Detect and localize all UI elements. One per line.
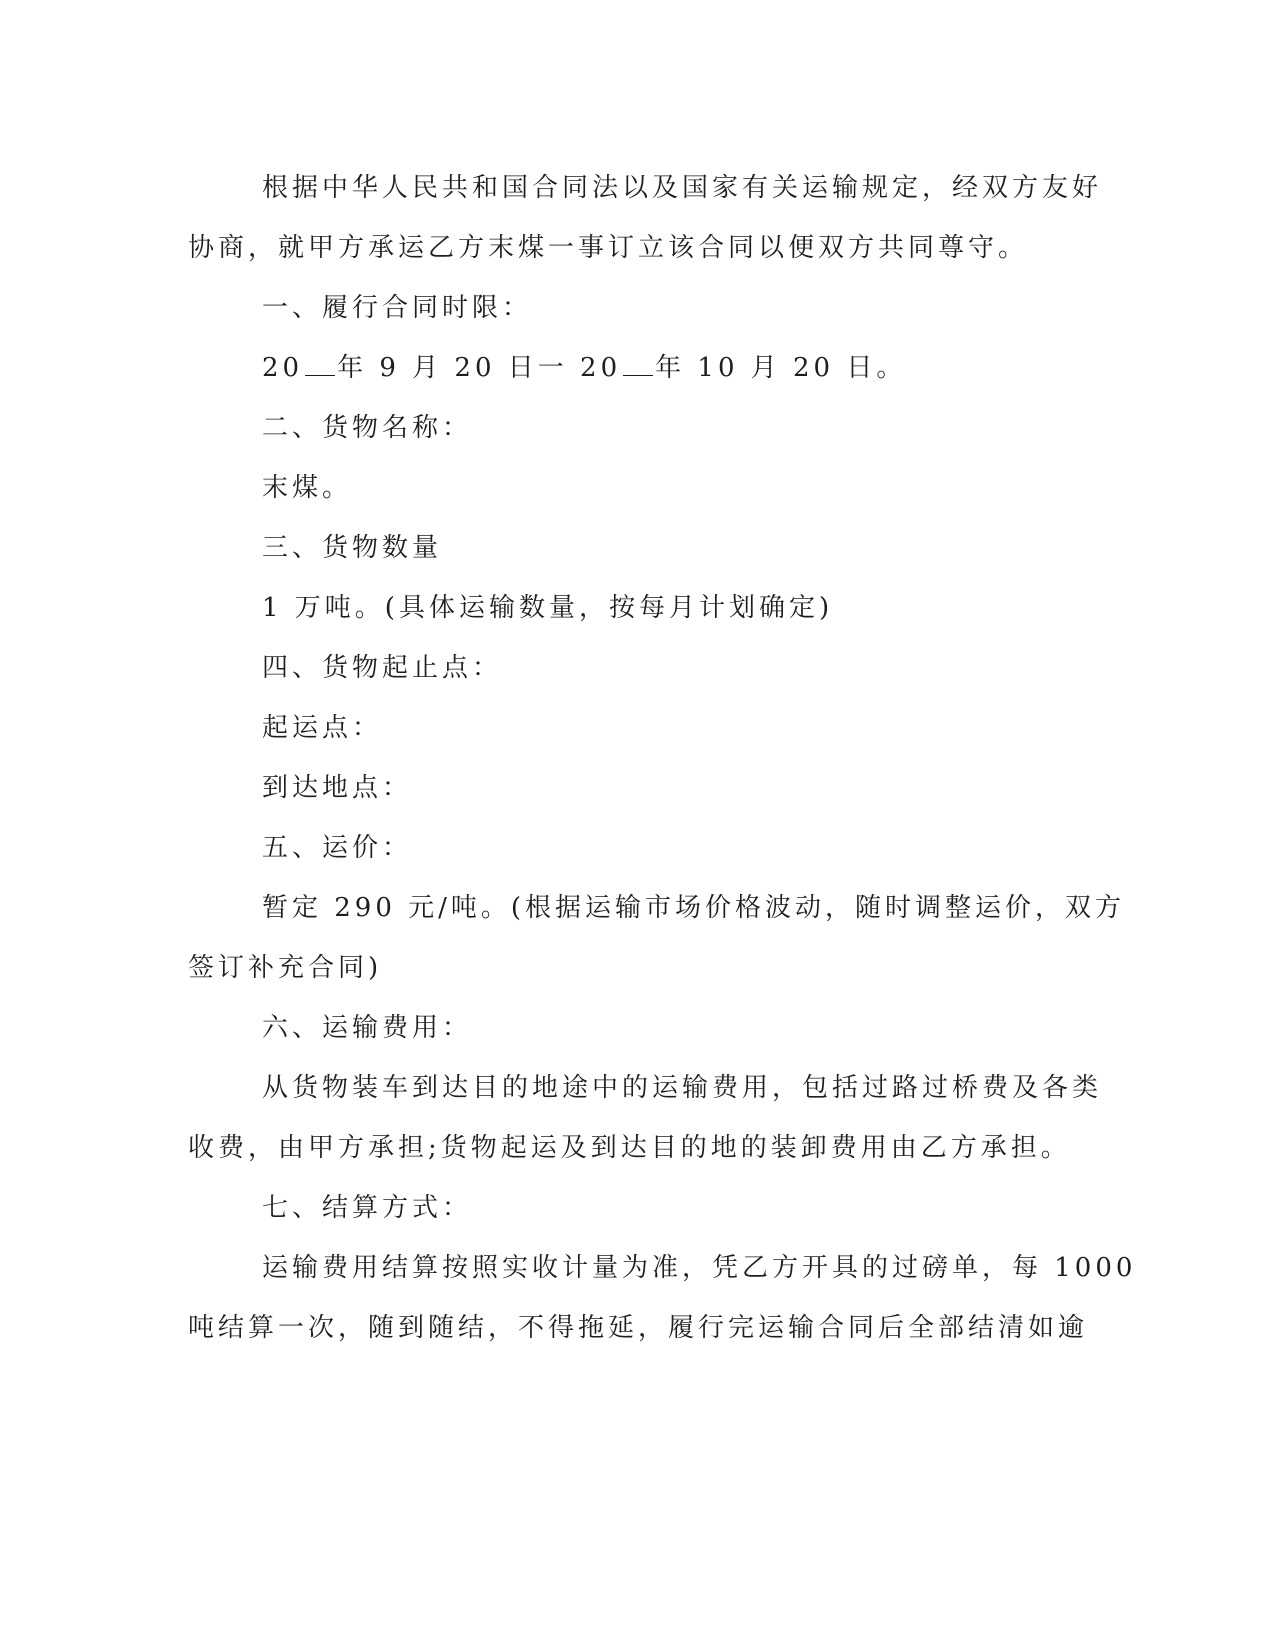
document-body	[188, 158, 1137, 1358]
blank-underline	[305, 353, 335, 376]
goods-quantity: 1 万吨。(具体运输数量，按每月计划确定)	[262, 593, 834, 623]
destination-label: 到达地点：	[262, 773, 413, 803]
section-7-title: 七、结算方式：	[262, 1193, 473, 1223]
section-6-title: 六、运输费用：	[262, 1013, 473, 1043]
origin-label: 起运点：	[262, 713, 383, 743]
price-paragraph-line-1: 暂定 290 元/吨。(根据运输市场价格波动，随时调整运价，双方	[262, 893, 1126, 923]
contract-term	[188, 338, 1088, 398]
price-paragraph-line-2: 签订补充合同)	[188, 953, 383, 983]
section-3-title: 三、货物数量	[262, 533, 443, 563]
section-4-title: 四、货物起止点：	[262, 653, 503, 683]
section-1-title: 一、履行合同时限：	[262, 293, 533, 323]
section-2-title: 二、货物名称：	[262, 413, 473, 443]
blank-underline	[623, 353, 653, 376]
cost-paragraph-line-1: 从货物装车到达目的地途中的运输费用，包括过路过桥费及各类	[262, 1073, 1103, 1103]
goods-name: 末煤。	[262, 473, 353, 503]
settle-paragraph-line-2: 吨结算一次，随到随结，不得拖延，履行完运输合同后全部结清如逾	[188, 1313, 1089, 1343]
section-5-title: 五、运价：	[262, 833, 413, 863]
term-end: 年 10 月 20 日。	[655, 353, 907, 383]
term-year-start: 20	[262, 353, 304, 383]
intro-paragraph-line-1: 根据中华人民共和国合同法以及国家有关运输规定，经双方友好	[262, 173, 1103, 203]
term-middle: 年 9 月 20 日一 20	[337, 353, 622, 383]
settle-paragraph-line-1: 运输费用结算按照实收计量为准，凭乙方开具的过磅单，每 1000	[262, 1253, 1137, 1283]
intro-paragraph-line-2: 协商，就甲方承运乙方末煤一事订立该合同以便双方共同尊守。	[188, 233, 1029, 263]
cost-paragraph-line-2: 收费，由甲方承担;货物起运及到达目的地的装卸费用由乙方承担。	[188, 1133, 1071, 1163]
